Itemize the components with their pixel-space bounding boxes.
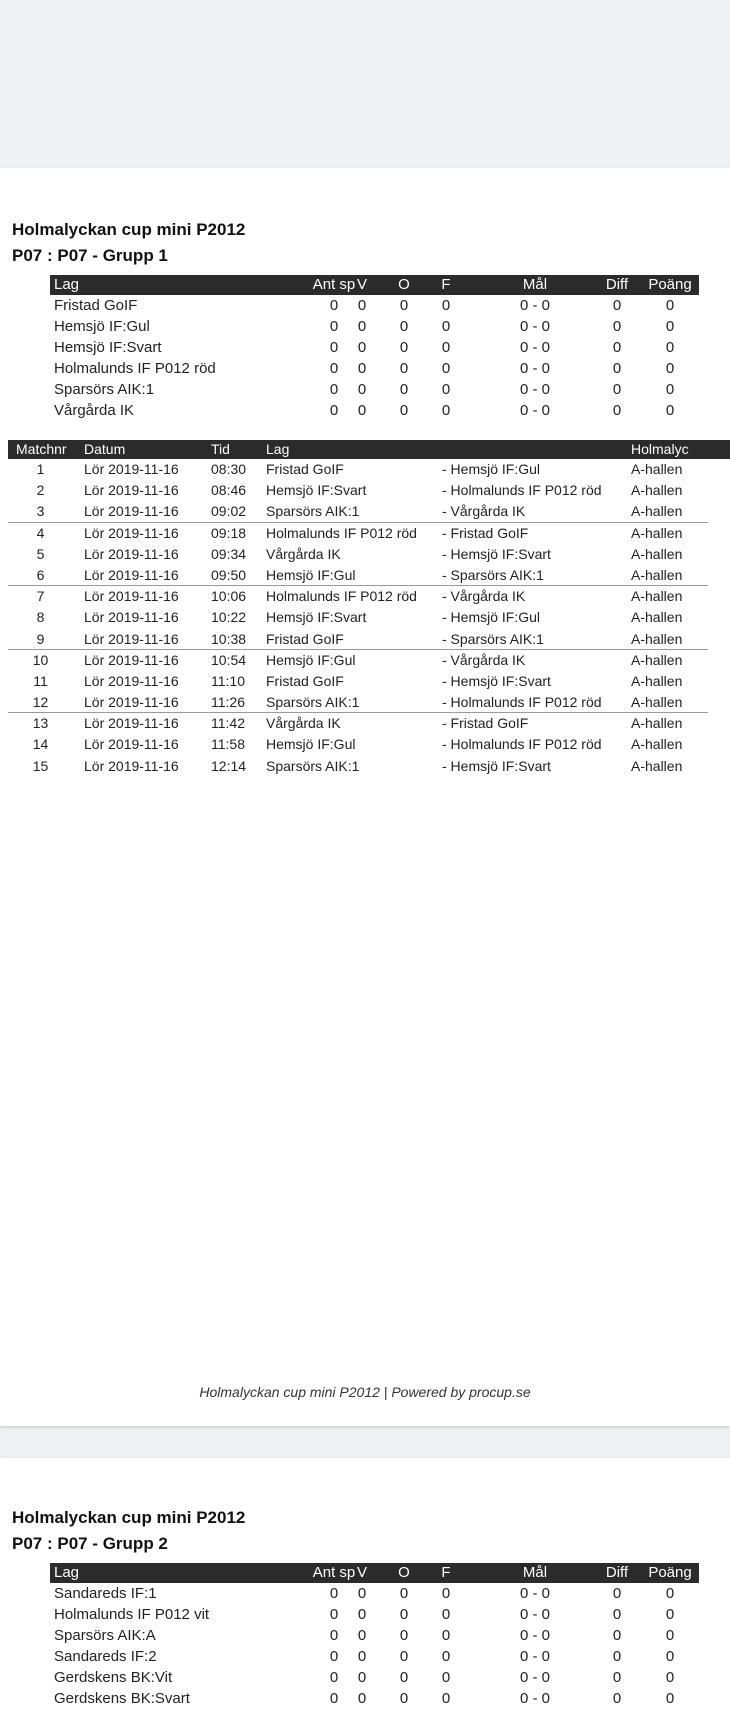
played: 0 xyxy=(329,339,339,356)
draws: 0 xyxy=(399,1669,409,1686)
wins: 0 xyxy=(357,1690,367,1707)
away-team: - Vårgårda IK xyxy=(442,651,526,668)
standings-row xyxy=(50,316,699,337)
team-name: Gerdskens BK:Vit xyxy=(54,1669,173,1686)
goals: 0 - 0 xyxy=(519,1627,550,1644)
col-ant-sp: Ant sp xyxy=(312,276,356,293)
wins: 0 xyxy=(357,1648,367,1665)
losses: 0 xyxy=(441,402,451,419)
match-time: 10:06 xyxy=(211,588,247,605)
goal-diff: 0 xyxy=(612,1690,622,1707)
col-poang: Poäng xyxy=(648,1564,692,1581)
losses: 0 xyxy=(441,297,451,314)
away-team: - Holmalunds IF P012 röd xyxy=(442,736,602,753)
wins: 0 xyxy=(357,1627,367,1644)
losses: 0 xyxy=(441,381,451,398)
match-time: 11:26 xyxy=(211,694,245,711)
draws: 0 xyxy=(399,1606,409,1623)
goal-diff: 0 xyxy=(612,1585,622,1602)
match-number: 3 xyxy=(36,503,45,520)
played: 0 xyxy=(329,1627,339,1644)
match-number: 4 xyxy=(36,524,45,541)
points: 0 xyxy=(665,1606,675,1623)
away-team: - Sparsörs AIK:1 xyxy=(442,630,544,647)
match-number: 6 xyxy=(36,566,45,583)
match-time: 09:50 xyxy=(211,566,247,583)
match-number: 11 xyxy=(33,672,48,689)
team-name: Hemsjö IF:Svart xyxy=(54,339,162,356)
goal-diff: 0 xyxy=(612,1627,622,1644)
home-team: Fristad GoIF xyxy=(266,672,344,689)
match-row xyxy=(8,713,730,734)
page-footer: Holmalyckan cup mini P2012 | Powered by procup.se xyxy=(199,1384,531,1400)
team-name: Gerdskens BK:Svart xyxy=(54,1690,190,1707)
match-time: 10:54 xyxy=(211,651,247,668)
points: 0 xyxy=(665,1648,675,1665)
venue: A-hallen xyxy=(631,757,683,774)
tournament-title: Holmalyckan cup mini P2012 xyxy=(12,1508,246,1527)
goal-diff: 0 xyxy=(612,297,622,314)
match-time: 12:14 xyxy=(211,757,247,774)
standings-row xyxy=(50,295,699,316)
match-date: Lör 2019-11-16 xyxy=(84,736,179,753)
match-number: 15 xyxy=(32,757,49,774)
venue: A-hallen xyxy=(631,588,683,605)
col-diff: Diff xyxy=(605,276,629,293)
home-team: Vårgårda IK xyxy=(266,715,341,732)
wins: 0 xyxy=(357,402,367,419)
draws: 0 xyxy=(399,1690,409,1707)
played: 0 xyxy=(329,402,339,419)
points: 0 xyxy=(665,339,675,356)
losses: 0 xyxy=(441,339,451,356)
match-date: Lör 2019-11-16 xyxy=(84,694,179,711)
match-date: Lör 2019-11-16 xyxy=(84,545,179,562)
standings-table xyxy=(50,275,699,421)
standings-row xyxy=(50,337,699,358)
home-team: Hemsjö IF:Svart xyxy=(266,609,367,626)
home-team: Holmalunds IF P012 röd xyxy=(266,524,417,541)
away-team: - Holmalunds IF P012 röd xyxy=(442,482,602,499)
match-time: 11:10 xyxy=(211,672,245,689)
played: 0 xyxy=(329,297,339,314)
match-number: 14 xyxy=(32,736,49,753)
team-name: Sandareds IF:1 xyxy=(54,1585,157,1602)
home-team: Hemsjö IF:Svart xyxy=(266,482,367,499)
match-header xyxy=(8,440,730,459)
home-team: Hemsjö IF:Gul xyxy=(266,736,356,753)
losses: 0 xyxy=(441,1690,451,1707)
match-row xyxy=(8,586,730,607)
away-team: - Fristad GoIF xyxy=(442,524,529,541)
away-team: - Vårgårda IK xyxy=(442,588,526,605)
goal-diff: 0 xyxy=(612,381,622,398)
match-row xyxy=(8,565,730,586)
team-name: Vårgårda IK xyxy=(54,402,135,419)
goals: 0 - 0 xyxy=(519,1669,550,1686)
losses: 0 xyxy=(441,1606,451,1623)
match-date: Lör 2019-11-16 xyxy=(84,482,179,499)
venue: A-hallen xyxy=(631,715,683,732)
team-name: Fristad GoIF xyxy=(54,297,138,314)
match-number: 7 xyxy=(36,588,45,605)
match-time: 09:34 xyxy=(211,545,247,562)
wins: 0 xyxy=(357,381,367,398)
away-team: - Hemsjö IF:Svart xyxy=(442,545,551,562)
col-ant-sp: Ant sp xyxy=(312,1564,356,1581)
goals: 0 - 0 xyxy=(519,1648,550,1665)
standings-row xyxy=(50,1625,699,1646)
venue: A-hallen xyxy=(631,566,683,583)
match-row xyxy=(8,544,730,565)
col-poang: Poäng xyxy=(648,276,692,293)
away-team: - Vårgårda IK xyxy=(442,503,526,520)
match-date: Lör 2019-11-16 xyxy=(84,715,179,732)
match-number: 5 xyxy=(36,545,45,562)
goal-diff: 0 xyxy=(612,318,622,335)
losses: 0 xyxy=(441,318,451,335)
wins: 0 xyxy=(357,318,367,335)
wins: 0 xyxy=(357,297,367,314)
wins: 0 xyxy=(357,1585,367,1602)
standings-row xyxy=(50,400,699,421)
played: 0 xyxy=(329,1648,339,1665)
goal-diff: 0 xyxy=(612,360,622,377)
match-time: 08:46 xyxy=(211,482,247,499)
match-date: Lör 2019-11-16 xyxy=(84,651,179,668)
losses: 0 xyxy=(441,1627,451,1644)
played: 0 xyxy=(329,1606,339,1623)
group-title: P07 : P07 - Grupp 1 xyxy=(12,246,168,265)
col-o: O xyxy=(398,1564,410,1581)
goals: 0 - 0 xyxy=(519,1606,550,1623)
standings-row xyxy=(50,1604,699,1625)
venue: A-hallen xyxy=(631,736,683,753)
match-row xyxy=(8,650,730,671)
standings-row xyxy=(50,379,699,400)
venue: A-hallen xyxy=(631,694,683,711)
points: 0 xyxy=(665,318,675,335)
wins: 0 xyxy=(357,1606,367,1623)
points: 0 xyxy=(665,1690,675,1707)
standings-row xyxy=(50,1646,699,1667)
venue: A-hallen xyxy=(631,609,683,626)
goal-diff: 0 xyxy=(612,402,622,419)
match-time: 08:30 xyxy=(211,461,247,477)
venue: A-hallen xyxy=(631,524,683,541)
draws: 0 xyxy=(399,318,409,335)
standings-row xyxy=(50,358,699,379)
venue: A-hallen xyxy=(631,630,683,647)
col-datum: Datum xyxy=(84,441,126,457)
standings-header xyxy=(50,275,699,295)
losses: 0 xyxy=(441,1648,451,1665)
home-team: Holmalunds IF P012 röd xyxy=(266,588,417,605)
home-team: Hemsjö IF:Gul xyxy=(266,651,356,668)
draws: 0 xyxy=(399,1648,409,1665)
match-number: 1 xyxy=(36,461,45,477)
col-o: O xyxy=(398,276,410,293)
schedule-page-2 xyxy=(0,1458,730,1718)
goals: 0 - 0 xyxy=(519,297,550,314)
standings-header xyxy=(50,1563,699,1583)
losses: 0 xyxy=(441,360,451,377)
points: 0 xyxy=(665,381,675,398)
match-date: Lör 2019-11-16 xyxy=(84,609,179,626)
goals: 0 - 0 xyxy=(519,339,550,356)
venue: A-hallen xyxy=(631,545,683,562)
team-name: Holmalunds IF P012 röd xyxy=(54,360,216,377)
match-date: Lör 2019-11-16 xyxy=(84,461,179,477)
wins: 0 xyxy=(357,339,367,356)
match-date: Lör 2019-11-16 xyxy=(84,503,179,520)
away-team: - Fristad GoIF xyxy=(442,715,529,732)
losses: 0 xyxy=(441,1585,451,1602)
match-date: Lör 2019-11-16 xyxy=(84,566,179,583)
wins: 0 xyxy=(357,1669,367,1686)
home-team: Vårgårda IK xyxy=(266,545,341,562)
away-team: - Sparsörs AIK:1 xyxy=(442,566,544,583)
match-time: 09:02 xyxy=(211,503,247,520)
draws: 0 xyxy=(399,1627,409,1644)
home-team: Hemsjö IF:Gul xyxy=(266,566,356,583)
standings-row xyxy=(50,1667,699,1688)
match-time: 11:42 xyxy=(211,715,245,732)
match-number: 2 xyxy=(36,482,45,499)
col-v: V xyxy=(356,276,367,293)
match-number: 12 xyxy=(32,694,49,711)
home-team: Fristad GoIF xyxy=(266,630,344,647)
col-diff: Diff xyxy=(605,1564,629,1581)
match-date: Lör 2019-11-16 xyxy=(84,757,179,774)
played: 0 xyxy=(329,318,339,335)
goal-diff: 0 xyxy=(612,1606,622,1623)
away-team: - Hemsjö IF:Gul xyxy=(442,461,541,477)
draws: 0 xyxy=(399,381,409,398)
venue: A-hallen xyxy=(631,482,683,499)
standings-row xyxy=(50,1583,699,1604)
match-row xyxy=(8,734,730,755)
team-name: Sandareds IF:2 xyxy=(54,1648,157,1665)
col-lag: Lag xyxy=(266,441,290,457)
away-team: - Hemsjö IF:Svart xyxy=(442,757,551,774)
col-tid: Tid xyxy=(211,441,230,457)
wins: 0 xyxy=(357,360,367,377)
match-row xyxy=(8,523,730,544)
played: 0 xyxy=(329,360,339,377)
points: 0 xyxy=(665,360,675,377)
match-row xyxy=(8,501,730,522)
venue: A-hallen xyxy=(631,651,683,668)
home-team: Sparsörs AIK:1 xyxy=(266,694,360,711)
venue: A-hallen xyxy=(631,503,683,520)
goals: 0 - 0 xyxy=(519,1690,550,1707)
match-row xyxy=(8,692,730,713)
points: 0 xyxy=(665,402,675,419)
match-number: 8 xyxy=(36,609,45,626)
team-name: Sparsörs AIK:A xyxy=(54,1627,156,1644)
col-f: F xyxy=(441,1564,451,1581)
goals: 0 - 0 xyxy=(519,318,550,335)
goal-diff: 0 xyxy=(612,339,622,356)
venue: A-hallen xyxy=(631,672,683,689)
away-team: - Hemsjö IF:Gul xyxy=(442,609,541,626)
draws: 0 xyxy=(399,297,409,314)
played: 0 xyxy=(329,381,339,398)
match-row xyxy=(8,671,730,692)
match-row xyxy=(8,629,730,650)
home-team: Sparsörs AIK:1 xyxy=(266,757,360,774)
points: 0 xyxy=(665,1585,675,1602)
points: 0 xyxy=(665,297,675,314)
col-v: V xyxy=(356,1564,367,1581)
match-time: 11:58 xyxy=(211,736,245,753)
match-date: Lör 2019-11-16 xyxy=(84,524,179,541)
col-f: F xyxy=(441,276,451,293)
match-row xyxy=(8,459,730,480)
match-time: 10:22 xyxy=(211,609,247,626)
col-mal: Mål xyxy=(522,1564,548,1581)
match-row xyxy=(8,607,730,628)
goal-diff: 0 xyxy=(612,1648,622,1665)
col-lag: Lag xyxy=(54,1564,80,1581)
goals: 0 - 0 xyxy=(519,381,550,398)
match-table xyxy=(8,440,730,777)
draws: 0 xyxy=(399,360,409,377)
team-name: Holmalunds IF P012 vit xyxy=(54,1606,210,1623)
group-title: P07 : P07 - Grupp 2 xyxy=(12,1534,168,1553)
match-date: Lör 2019-11-16 xyxy=(84,588,179,605)
match-number: 13 xyxy=(32,715,49,732)
away-team: - Holmalunds IF P012 röd xyxy=(442,694,602,711)
col-matchnr: Matchnr xyxy=(16,441,67,457)
match-date: Lör 2019-11-16 xyxy=(84,630,179,647)
away-team: - Hemsjö IF:Svart xyxy=(442,672,551,689)
venue: A-hallen xyxy=(631,461,683,477)
match-number: 10 xyxy=(32,651,49,668)
home-team: Sparsörs AIK:1 xyxy=(266,503,360,520)
col-venue: Holmalyc xyxy=(631,441,689,457)
schedule-page-1 xyxy=(0,168,730,1426)
goals: 0 - 0 xyxy=(519,1585,550,1602)
draws: 0 xyxy=(399,339,409,356)
col-lag: Lag xyxy=(54,276,80,293)
played: 0 xyxy=(329,1585,339,1602)
match-number: 9 xyxy=(36,630,45,647)
match-time: 09:18 xyxy=(211,524,247,541)
goals: 0 - 0 xyxy=(519,402,550,419)
draws: 0 xyxy=(399,1585,409,1602)
page-gap-top xyxy=(0,0,730,168)
match-row xyxy=(8,480,730,501)
points: 0 xyxy=(665,1627,675,1644)
tournament-title: Holmalyckan cup mini P2012 xyxy=(12,220,246,239)
losses: 0 xyxy=(441,1669,451,1686)
played: 0 xyxy=(329,1690,339,1707)
played: 0 xyxy=(329,1669,339,1686)
points: 0 xyxy=(665,1669,675,1686)
col-mal: Mål xyxy=(522,276,548,293)
match-date: Lör 2019-11-16 xyxy=(84,672,179,689)
match-time: 10:38 xyxy=(211,630,247,647)
standings-table xyxy=(50,1563,699,1709)
team-name: Hemsjö IF:Gul xyxy=(54,318,150,335)
standings-row xyxy=(50,1688,699,1709)
goal-diff: 0 xyxy=(612,1669,622,1686)
goals: 0 - 0 xyxy=(519,360,550,377)
draws: 0 xyxy=(399,402,409,419)
home-team: Fristad GoIF xyxy=(266,461,344,477)
match-row xyxy=(8,756,730,777)
team-name: Sparsörs AIK:1 xyxy=(54,381,155,398)
